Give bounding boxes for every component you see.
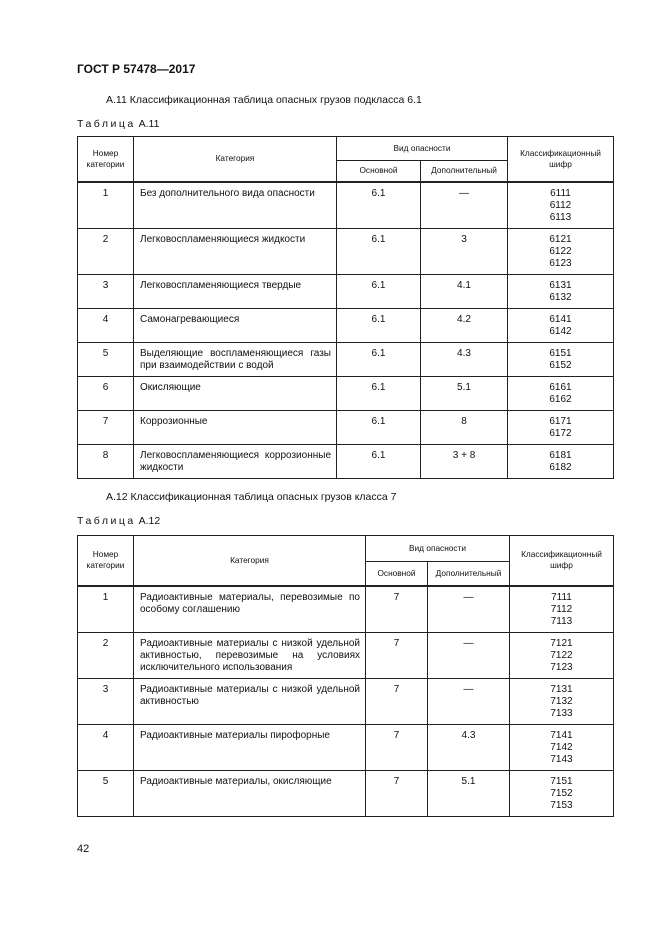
classification-code: 6111	[550, 187, 571, 199]
category-number-cell: 4	[78, 308, 134, 342]
col-header-primary: Основной	[366, 562, 428, 586]
table-row	[78, 444, 614, 478]
table-row	[78, 342, 614, 376]
classification-code: 7132	[550, 695, 573, 707]
classification-code: 6132	[549, 291, 572, 303]
classification-code: 6172	[549, 427, 572, 439]
primary-hazard-cell: 7	[366, 678, 428, 724]
category-number-cell: 2	[78, 228, 134, 274]
additional-hazard-cell: 5.1	[421, 376, 508, 410]
category-number-cell: 8	[78, 444, 134, 478]
classification-code-cell	[510, 724, 614, 770]
primary-hazard-cell: 7	[366, 586, 428, 633]
category-name-cell: Радиоактивные материалы с низкой удельной активностью, перевозимые на условиях исключительного использования	[134, 632, 366, 678]
classification-code: 6182	[549, 461, 572, 473]
col-header-code: Классификационный шифр	[510, 536, 614, 586]
primary-hazard-cell: 6.1	[337, 410, 421, 444]
classification-code: 6123	[549, 257, 572, 269]
col-header-additional: Дополнительный	[421, 161, 508, 182]
classification-code: 7113	[550, 615, 573, 627]
primary-hazard-cell: 6.1	[337, 274, 421, 308]
table-row	[78, 308, 614, 342]
additional-hazard-cell: —	[428, 632, 510, 678]
col-header-number: Номер категории	[78, 137, 134, 182]
table-a12-heading: А.12 Классификационная таблица опасных грузов класса 7	[106, 491, 397, 503]
classification-code: 7151	[550, 775, 573, 787]
table-a12	[77, 535, 614, 817]
col-header-primary: Основной	[337, 161, 421, 182]
classification-code-cell	[508, 376, 614, 410]
classification-code: 7141	[550, 729, 573, 741]
category-number-cell: 6	[78, 376, 134, 410]
additional-hazard-cell: —	[428, 586, 510, 633]
col-header-code: Классификационный шифр	[508, 137, 614, 182]
classification-code: 6122	[549, 245, 572, 257]
primary-hazard-cell: 6.1	[337, 228, 421, 274]
col-header-category: Категория	[134, 137, 337, 182]
classification-code: 7122	[550, 649, 573, 661]
table-row	[78, 228, 614, 274]
table-row	[78, 376, 614, 410]
table-row	[78, 274, 614, 308]
additional-hazard-cell: 4.3	[428, 724, 510, 770]
table-a12-caption-id: А.12	[138, 515, 161, 527]
additional-hazard-cell: —	[428, 678, 510, 724]
classification-code-cell	[508, 308, 614, 342]
classification-code: 7153	[550, 799, 573, 811]
table-a11	[77, 136, 614, 479]
category-name-cell: Радиоактивные материалы с низкой удельной активностью	[134, 678, 366, 724]
classification-code: 7123	[550, 661, 573, 673]
classification-code-cell	[508, 182, 614, 229]
classification-code-cell	[510, 586, 614, 633]
classification-code: 7143	[550, 753, 573, 765]
table-row	[78, 182, 614, 229]
category-number-cell: 5	[78, 342, 134, 376]
table-a11-heading: А.11 Классификационная таблица опасных грузов подкласса 6.1	[106, 94, 422, 106]
table-a12-body	[78, 586, 614, 817]
primary-hazard-cell: 6.1	[337, 444, 421, 478]
classification-code-cell	[508, 342, 614, 376]
classification-code: 7131	[550, 683, 573, 695]
classification-code-cell	[508, 228, 614, 274]
table-row	[78, 632, 614, 678]
classification-code-cell	[508, 410, 614, 444]
classification-code-cell	[510, 770, 614, 816]
table-row	[78, 724, 614, 770]
category-name-cell: Без дополнительного вида опасности	[134, 182, 337, 229]
primary-hazard-cell: 7	[366, 770, 428, 816]
table-a11-body	[78, 182, 614, 479]
table-row	[78, 586, 614, 633]
category-number-cell: 5	[78, 770, 134, 816]
primary-hazard-cell: 6.1	[337, 308, 421, 342]
category-number-cell: 3	[78, 274, 134, 308]
category-number-cell: 2	[78, 632, 134, 678]
table-a11-caption	[77, 118, 159, 130]
col-header-additional: Дополнительный	[428, 562, 510, 586]
primary-hazard-cell: 7	[366, 724, 428, 770]
classification-code: 6121	[549, 233, 572, 245]
classification-code: 7111	[551, 591, 572, 603]
primary-hazard-cell: 6.1	[337, 182, 421, 229]
additional-hazard-cell: 4.2	[421, 308, 508, 342]
col-header-hazard: Вид опасности	[337, 137, 508, 161]
additional-hazard-cell: 8	[421, 410, 508, 444]
additional-hazard-cell: 5.1	[428, 770, 510, 816]
additional-hazard-cell: 4.1	[421, 274, 508, 308]
category-name-cell: Радиоактивные материалы, перевозимые по особому соглашению	[134, 586, 366, 633]
primary-hazard-cell: 7	[366, 632, 428, 678]
primary-hazard-cell: 6.1	[337, 376, 421, 410]
primary-hazard-cell: 6.1	[337, 342, 421, 376]
classification-code: 6162	[549, 393, 572, 405]
table-row	[78, 410, 614, 444]
classification-code: 7133	[550, 707, 573, 719]
additional-hazard-cell: 4.3	[421, 342, 508, 376]
table-a12-caption-word: Таблица	[77, 515, 136, 527]
col-header-category: Категория	[134, 536, 366, 586]
classification-code: 6141	[549, 313, 572, 325]
category-number-cell: 7	[78, 410, 134, 444]
classification-code-cell	[508, 444, 614, 478]
category-name-cell: Коррозионные	[134, 410, 337, 444]
col-header-hazard: Вид опасности	[366, 536, 510, 562]
category-name-cell: Выделяющие воспламеняющиеся газы при взаимодействии с водой	[134, 342, 337, 376]
classification-code: 6151	[549, 347, 572, 359]
category-name-cell: Легковоспламеняющиеся твердые	[134, 274, 337, 308]
category-name-cell: Радиоактивные материалы пирофорные	[134, 724, 366, 770]
classification-code-cell	[508, 274, 614, 308]
classification-code-cell	[510, 678, 614, 724]
document-header: ГОСТ Р 57478—2017	[77, 62, 196, 76]
classification-code: 6131	[549, 279, 572, 291]
classification-code: 7112	[550, 603, 573, 615]
classification-code: 6161	[549, 381, 572, 393]
category-name-cell: Радиоактивные материалы, окисляющие	[134, 770, 366, 816]
classification-code-cell	[510, 632, 614, 678]
classification-code: 7152	[550, 787, 573, 799]
table-row	[78, 770, 614, 816]
category-name-cell: Легковоспламеняющиеся жидкости	[134, 228, 337, 274]
classification-code: 6152	[549, 359, 572, 371]
table-a11-caption-word: Таблица	[77, 118, 136, 130]
classification-code: 6142	[549, 325, 572, 337]
category-number-cell: 1	[78, 586, 134, 633]
category-number-cell: 4	[78, 724, 134, 770]
classification-code: 7142	[550, 741, 573, 753]
table-a12-caption	[77, 515, 160, 527]
page-number: 42	[77, 843, 90, 855]
category-number-cell: 3	[78, 678, 134, 724]
classification-code: 6181	[549, 449, 572, 461]
table-row	[78, 678, 614, 724]
classification-code: 7121	[550, 637, 573, 649]
category-number-cell: 1	[78, 182, 134, 229]
category-name-cell: Окисляющие	[134, 376, 337, 410]
category-name-cell: Самонагревающиеся	[134, 308, 337, 342]
table-a11-caption-id: А.11	[138, 118, 160, 130]
additional-hazard-cell: 3	[421, 228, 508, 274]
additional-hazard-cell: 3 + 8	[421, 444, 508, 478]
classification-code: 6171	[549, 415, 572, 427]
classification-code: 6112	[549, 199, 572, 211]
classification-code: 6113	[549, 211, 572, 223]
additional-hazard-cell: —	[421, 182, 508, 229]
category-name-cell: Легковоспламеняющиеся коррозионные жидкости	[134, 444, 337, 478]
col-header-number: Номер категории	[78, 536, 134, 586]
